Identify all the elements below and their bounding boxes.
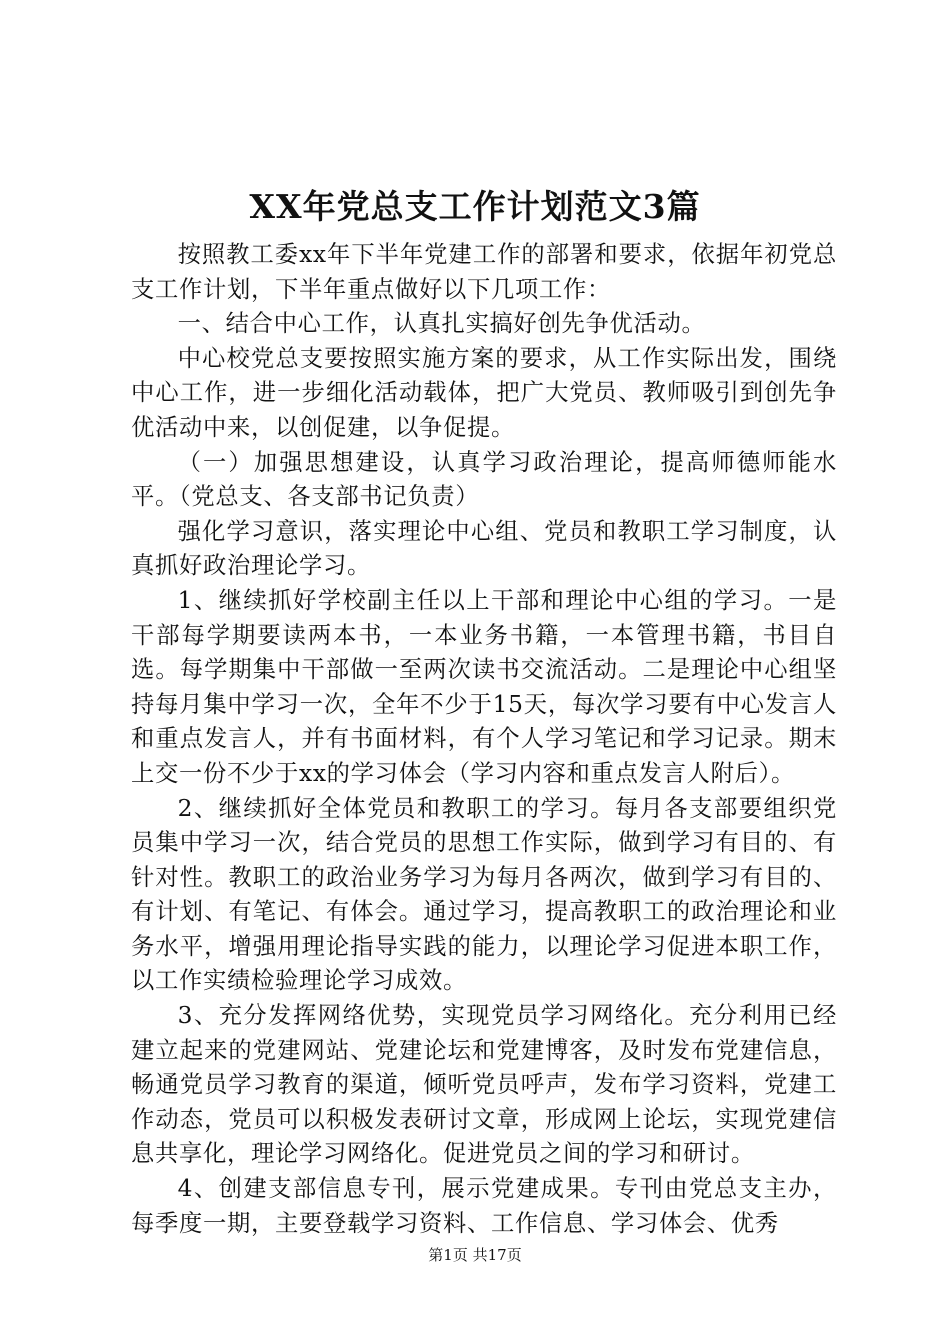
list-item: 1、继续抓好学校副主任以上干部和理论中心组的学习。一是干部每学期要读两本书，一本业务书籍，一本管理书籍，书目自选。每学期集中干部做一至两次读书交流活动。二是理论中心组坚持每月集中学习一次，全年不少于15天，每次学习要有中心发言人和重点发言人，并有书面材料，有个人学习笔记和学习记录。期末上交一份不少于xx的学习体会（学习内容和重点发言人附后）。 bbox=[131, 586, 837, 787]
body-paragraph: 按照教工委xx年下半年党建工作的部署和要求，依据年初党总支工作计划，下半年重点做好以下几项工作： bbox=[131, 241, 837, 303]
body-paragraph: 中心校党总支要按照实施方案的要求，从工作实际出发，围绕中心工作，进一步细化活动载体，把广大党员、教师吸引到创先争优活动中来，以创促建，以争促提。 bbox=[131, 344, 837, 441]
subsection-heading: （一）加强思想建设，认真学习政治理论，提高师德师能水平。（党总支、各支部书记负责） bbox=[131, 448, 837, 511]
list-item: 4、创建支部信息专刊，展示党建成果。专刊由党总支主办，每季度一期，主要登载学习资料、工作信息、学习体会、优秀 bbox=[131, 1175, 837, 1237]
body-paragraph: 强化学习意识，落实理论中心组、党员和教职工学习制度，认真抓好政治理论学习。 bbox=[131, 517, 837, 580]
document-body bbox=[131, 238, 837, 1241]
document-title: XX年党总支工作计划范文3篇 bbox=[249, 187, 701, 226]
list-item: 2、继续抓好全体党员和教职工的学习。每月各支部要组织党员集中学习一次，结合党员的思想工作实际，做到学习有目的、有针对性。教职工的政治业务学习为每月各两次，做到学习有目的、有计划、有笔记、有体会。通过学习，提高教职工的政治理论和业务水平，增强用理论指导实践的能力，以理论学习促进本职工作，以工作实绩检验理论学习成效。 bbox=[131, 794, 837, 995]
list-item: 3、充分发挥网络优势，实现党员学习网络化。充分利用已经建立起来的党建网站、党建论坛和党建博客，及时发布党建信息，畅通党员学习教育的渠道，倾听党员呼声，发布学习资料，党建工作动态，党员可以积极发表研讨文章，形成网上论坛，实现党建信息共享化，理论学习网络化。促进党员之间的学习和研讨。 bbox=[131, 1002, 837, 1168]
section-heading: 一、结合中心工作，认真扎实搞好创先争优活动。 bbox=[177, 310, 706, 338]
page-number-footer: 第1页 共17页 bbox=[428, 1246, 522, 1264]
